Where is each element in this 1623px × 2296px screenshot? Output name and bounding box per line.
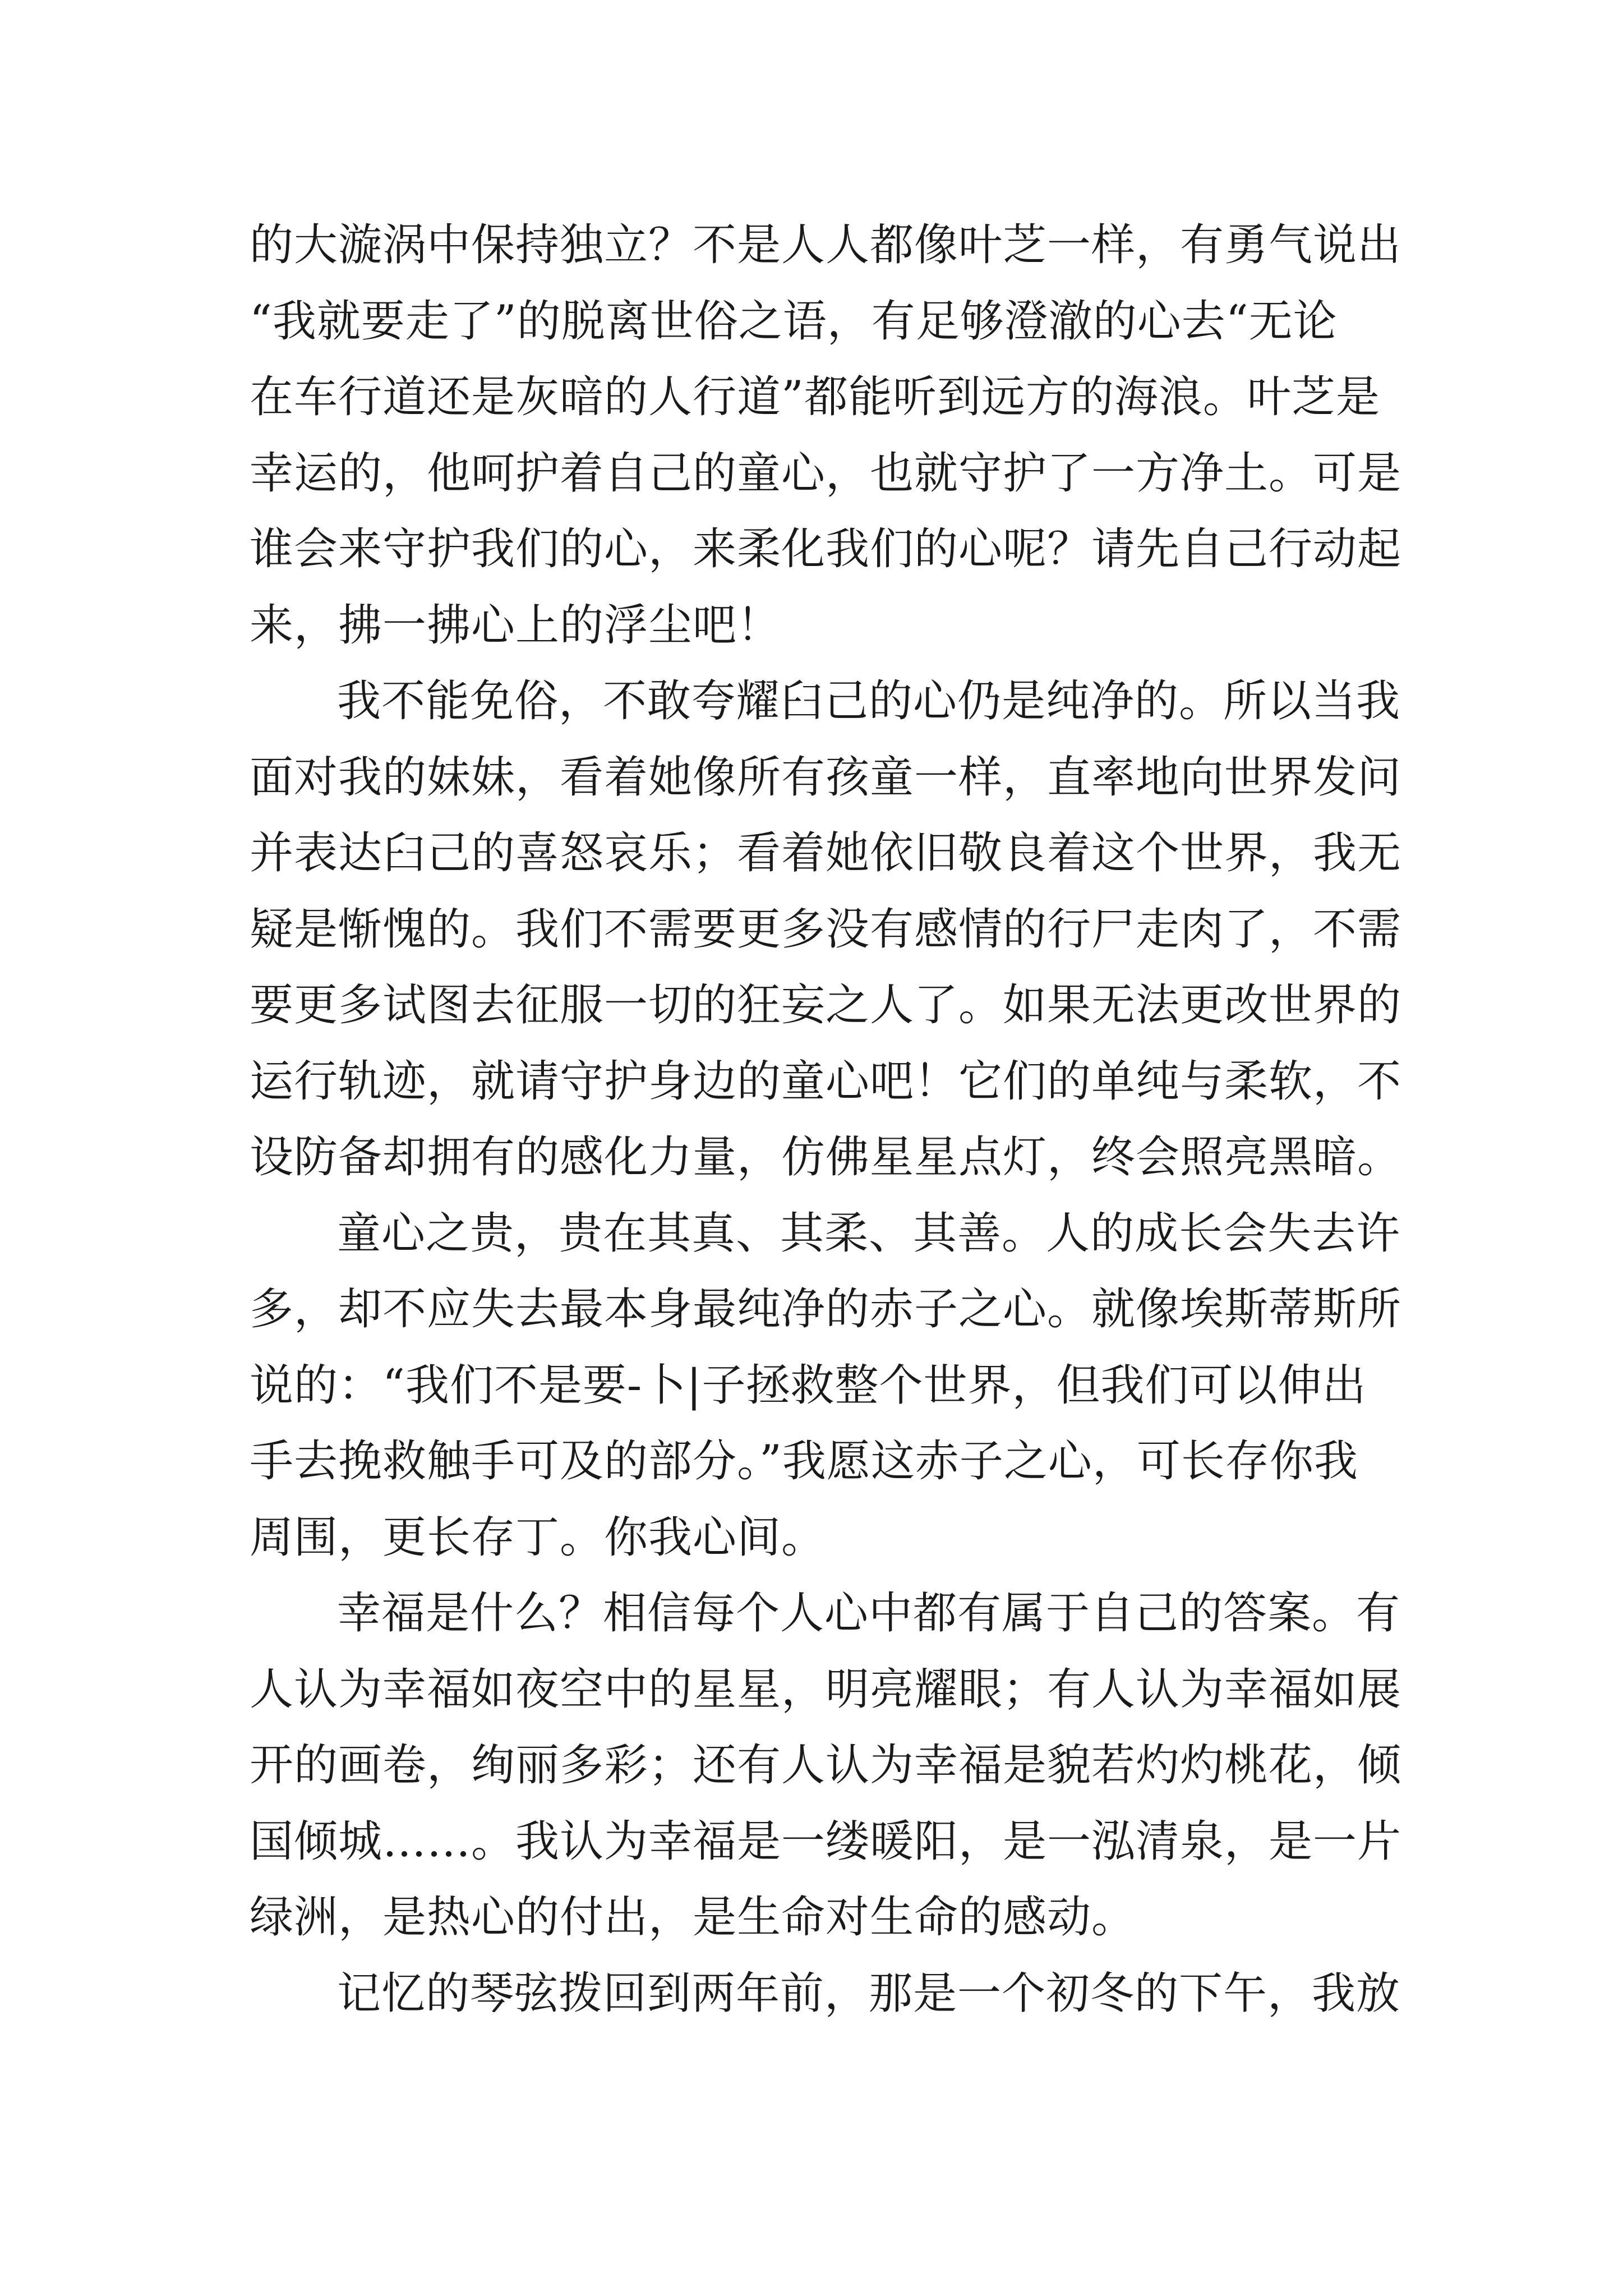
text-line: 疑是惭愧的。我们不需要更多没有感情的行尸走肉了，不需 [250,904,1402,955]
document-body [250,208,1402,2032]
text-line: 绿洲，是热心的付出，是生命对生命的感动。 [250,1892,1136,1943]
text-line: 开的画卷，绚丽多彩；还有人认为幸福是貌若灼灼桃花，倾 [250,1740,1402,1791]
text-line: 手去挽救触手可及的部分。”我愿这赤子之心，可长存你我 [250,1436,1358,1487]
text-line: 运行轨迹，就请守护身边的童心吧！它们的单纯与柔软，不 [250,1056,1402,1107]
text-line: 多，却不应失去最本身最纯净的赤子之心。就像埃斯蒂斯所 [250,1284,1402,1335]
text-line: 幸运的，他呵护着自己的童心，也就守护了一方净土。可是 [250,448,1402,499]
text-line: 说的：“我们不是要-卜|子拯救整个世界，但我们可以伸出 [250,1360,1367,1411]
text-line: 周围，更长存丁。你我心间。 [250,1512,826,1563]
text-line: 的大漩涡中保持独立？不是人人都像叶芝一样，有勇气说出 [250,220,1402,270]
paragraph-first-line: 童心之贵，贵在其真、其柔、其善。人的成长会失去许 [337,1208,1401,1259]
text-line: 谁会来守护我们的心，来柔化我们的心呢？请先自己行动起 [250,524,1402,574]
paragraph-first-line: 记忆的琴弦拨回到两年前，那是一个初冬的下午，我放 [337,1968,1401,2019]
text-line: 面对我的妹妹，看着她像所有孩童一样，直率地向世界发问 [250,752,1402,803]
text-line: 国倾城……。我认为幸福是一缕暖阳，是一泓清泉，是一片 [250,1816,1402,1867]
paragraph-first-line: 我不能免俗，不敢夸耀臼己的心仍是纯净的。所以当我 [337,676,1401,726]
text-line: 来，拂一拂心上的浮尘吧！ [250,600,782,651]
paragraph-first-line: 幸福是什么？相信每个人心中都有属于自己的答案。有 [337,1588,1401,1639]
text-line: 在车行道还是灰暗的人行道”都能听到远方的海浪。叶芝是 [250,372,1380,422]
text-line: 要更多试图去征服一切的狂妄之人了。如果无法更改世界的 [250,980,1402,1030]
text-line: “我就要走了”的脱离世俗之语，有足够澄澈的心去“无论 [250,296,1338,347]
text-line: 并表达臼己的喜怒哀乐；看着她依旧敬良着这个世界，我无 [250,828,1402,878]
text-line: 设防备却拥有的感化力量，仿佛星星点灯，终会照亮黑暗。 [250,1132,1402,1182]
text-line: 人认为幸福如夜空中的星星，明亮耀眼；有人认为幸福如展 [250,1664,1402,1715]
